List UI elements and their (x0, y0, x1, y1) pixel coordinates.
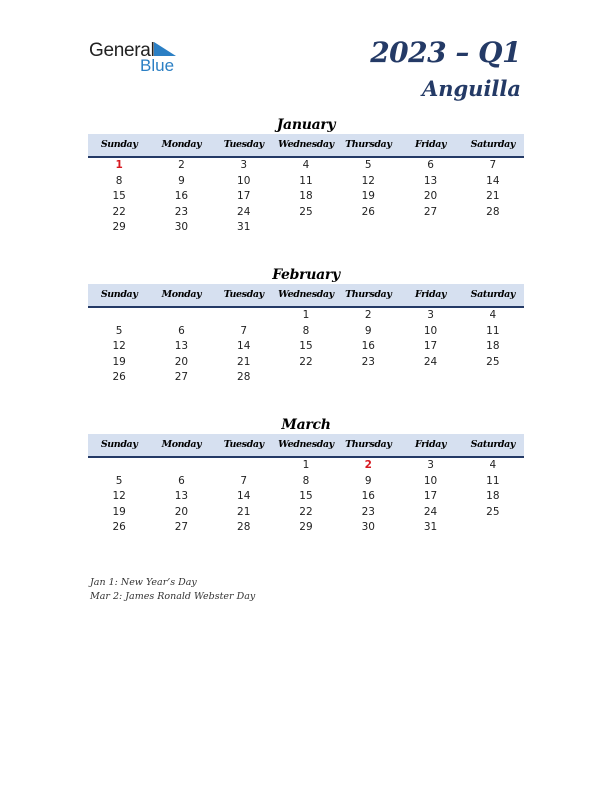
day-cell (337, 370, 399, 386)
weekday-label: Monday (161, 139, 202, 150)
week-row (88, 370, 524, 386)
day-cell: 13 (423, 174, 438, 187)
week-row (88, 355, 524, 371)
day-cell: 5 (115, 324, 123, 337)
week-row (88, 324, 524, 340)
month-name: March (281, 417, 331, 433)
month-name: February (272, 267, 340, 283)
day-cell: 31 (237, 221, 251, 233)
day-cell (462, 370, 524, 386)
weekday-label: Wednesday (278, 139, 334, 150)
weekday-label: Thursday (345, 439, 392, 450)
day-cell: 9 (178, 174, 185, 187)
weekday-header-row (88, 134, 524, 158)
day-cell (399, 220, 461, 236)
day-cell: 26 (112, 371, 126, 383)
day-cell: 7 (240, 474, 248, 487)
day-cell: 18 (299, 190, 313, 202)
day-cell (275, 370, 337, 386)
day-cell: 11 (299, 174, 313, 187)
day-cell (462, 520, 524, 536)
day-cell: 5 (364, 159, 372, 171)
day-cell: 7 (240, 324, 248, 337)
day-cell: 20 (423, 190, 438, 202)
holiday-day-cell: 2 (364, 459, 372, 471)
day-cell (462, 220, 524, 236)
day-cell: 21 (237, 355, 251, 368)
month-name: January (276, 117, 336, 133)
day-cell: 3 (427, 309, 434, 321)
day-cell: 11 (486, 324, 500, 337)
day-cell: 9 (364, 324, 372, 337)
logo-triangle-icon (154, 42, 176, 56)
week-row (88, 474, 524, 490)
day-cell (88, 308, 150, 324)
month-block (88, 266, 524, 386)
day-cell: 31 (423, 521, 438, 533)
holiday-note: Jan 1: New Year’s Day (90, 577, 197, 588)
day-cell: 13 (174, 340, 189, 352)
day-cell: 25 (486, 355, 500, 368)
day-cell: 27 (423, 205, 438, 218)
weekday-header-row (88, 434, 524, 458)
weekday-label: Saturday (470, 289, 516, 300)
day-cell: 22 (299, 505, 313, 518)
day-cell: 24 (423, 355, 438, 368)
weekday-label: Monday (161, 439, 202, 450)
day-cell: 16 (174, 190, 189, 202)
day-cell (275, 220, 337, 236)
month-block (88, 416, 524, 536)
holiday-notes (90, 576, 255, 604)
week-row (88, 189, 524, 205)
day-cell: 18 (486, 340, 500, 352)
day-cell (337, 220, 399, 236)
day-cell: 28 (237, 371, 251, 383)
day-cell: 16 (361, 490, 375, 502)
day-cell: 24 (237, 205, 251, 218)
day-cell (150, 458, 212, 474)
day-cell: 22 (112, 205, 126, 218)
day-cell: 23 (361, 505, 375, 518)
day-cell: 19 (361, 190, 375, 202)
day-cell: 23 (174, 205, 189, 218)
day-cell: 11 (486, 474, 500, 487)
day-cell: 18 (486, 490, 500, 502)
day-cell: 6 (427, 159, 434, 171)
day-cell: 2 (364, 309, 372, 321)
day-cell: 17 (423, 340, 438, 352)
day-cell (150, 308, 212, 324)
day-cell: 15 (112, 190, 126, 202)
week-row (88, 505, 524, 521)
logo-text-general: General (89, 40, 155, 61)
day-cell: 10 (423, 474, 438, 487)
weekday-label: Friday (414, 289, 447, 300)
day-cell: 15 (299, 490, 313, 502)
day-cell: 3 (427, 459, 434, 471)
day-cell: 14 (237, 490, 251, 502)
weekday-label: Thursday (345, 289, 392, 300)
day-cell: 17 (237, 190, 251, 202)
weekday-label: Sunday (100, 289, 138, 300)
day-cell: 8 (302, 324, 310, 337)
weekday-label: Saturday (470, 139, 516, 150)
week-row (88, 158, 524, 174)
day-cell: 12 (112, 340, 126, 352)
day-cell: 21 (237, 505, 251, 518)
day-cell: 17 (423, 490, 438, 502)
week-row (88, 458, 524, 474)
day-cell: 8 (115, 174, 123, 187)
day-cell: 27 (174, 371, 189, 383)
day-cell: 19 (112, 505, 126, 518)
day-cell: 25 (299, 205, 313, 218)
weekday-label: Monday (161, 289, 202, 300)
day-cell (213, 308, 275, 324)
day-cell: 4 (489, 309, 497, 321)
weekday-label: Wednesday (278, 439, 334, 450)
day-cell: 6 (178, 324, 185, 337)
logo-text-blue: Blue (140, 56, 175, 75)
weekday-label: Friday (414, 439, 447, 450)
weekday-label: Saturday (470, 439, 516, 450)
weekday-header-row (88, 284, 524, 308)
week-row (88, 308, 524, 324)
week-row (88, 220, 524, 236)
holiday-note: Mar 2: James Ronald Webster Day (90, 591, 256, 602)
weekday-label: Tuesday (223, 139, 264, 150)
day-cell: 13 (174, 490, 189, 502)
day-cell: 3 (240, 159, 248, 171)
day-cell: 26 (112, 521, 126, 533)
day-cell: 4 (302, 159, 310, 171)
week-row (88, 339, 524, 355)
weekday-label: Tuesday (223, 439, 264, 450)
page-title: 2023 – Q1 (370, 36, 521, 69)
day-cell: 21 (486, 190, 500, 202)
day-cell (399, 370, 461, 386)
week-row (88, 489, 524, 505)
day-cell: 9 (364, 474, 372, 487)
day-cell: 26 (361, 205, 375, 218)
day-cell: 23 (361, 355, 375, 368)
day-cell: 28 (237, 521, 251, 533)
day-cell: 27 (174, 521, 189, 533)
day-cell: 30 (361, 521, 375, 533)
day-cell: 10 (237, 174, 251, 187)
day-cell: 7 (489, 159, 497, 171)
day-cell: 14 (237, 340, 251, 352)
day-cell: 4 (489, 459, 497, 471)
week-row (88, 520, 524, 536)
day-cell: 8 (302, 474, 310, 487)
day-cell: 22 (299, 355, 313, 368)
day-cell: 6 (178, 474, 185, 487)
day-cell: 28 (486, 205, 500, 218)
day-cell: 1 (302, 309, 310, 321)
day-cell: 29 (299, 521, 313, 533)
day-cell: 19 (112, 355, 126, 368)
day-cell: 29 (112, 221, 126, 233)
weekday-label: Sunday (100, 439, 138, 450)
month-block (88, 116, 524, 236)
day-cell (88, 458, 150, 474)
holiday-day-cell: 1 (115, 159, 123, 171)
day-cell: 12 (361, 174, 375, 187)
day-cell: 24 (423, 505, 438, 518)
weekday-label: Wednesday (278, 289, 334, 300)
weekday-label: Tuesday (223, 289, 264, 300)
day-cell: 1 (302, 459, 310, 471)
weekday-label: Friday (414, 139, 447, 150)
day-cell: 25 (486, 505, 500, 518)
day-cell (213, 458, 275, 474)
week-row (88, 205, 524, 221)
day-cell: 16 (361, 340, 375, 352)
weekday-label: Sunday (100, 139, 138, 150)
day-cell: 5 (115, 474, 123, 487)
day-cell: 15 (299, 340, 313, 352)
day-cell: 20 (174, 505, 189, 518)
day-cell: 10 (423, 324, 438, 337)
page-subtitle: Anguilla (421, 76, 521, 101)
day-cell: 20 (174, 355, 189, 368)
day-cell: 30 (174, 221, 189, 233)
day-cell: 14 (486, 174, 500, 187)
week-row (88, 174, 524, 190)
day-cell: 2 (178, 159, 185, 171)
day-cell: 12 (112, 490, 126, 502)
weekday-label: Thursday (345, 139, 392, 150)
logo (89, 40, 189, 80)
